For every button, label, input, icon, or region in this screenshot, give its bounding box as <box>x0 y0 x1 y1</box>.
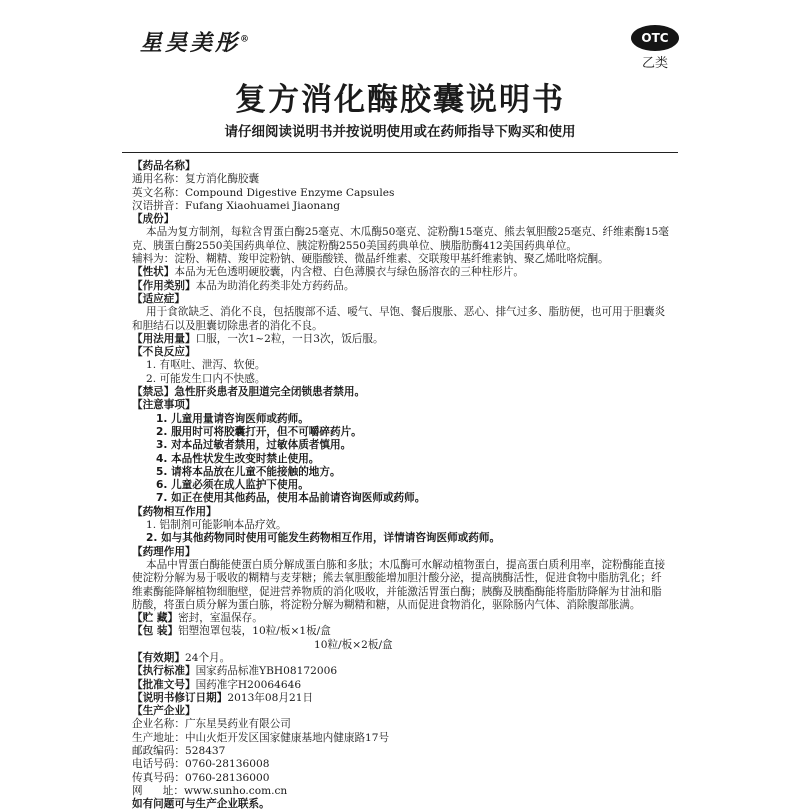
properties-text: 本品为无色透明硬胶囊，内含橙、白色薄膜衣与绿色肠溶衣的三种柱形片。 <box>174 266 524 279</box>
approval-text: 国药准字H20064646 <box>195 678 302 691</box>
precaution-item: 1. 儿童用量请咨询医师或药师。 <box>156 412 309 425</box>
section-heading-interactions: 【药物相互作用】 <box>132 505 217 518</box>
adverse-item: 2. 可能发生口内不快感。 <box>146 372 266 385</box>
interaction-item: 1. 铝制剂可能影响本品疗效。 <box>146 519 287 532</box>
precaution-item: 2. 服用时可将胶囊打开，但不可嚼碎药片。 <box>156 425 362 438</box>
brand-name: 星昊美彤 <box>140 30 241 56</box>
generic-name: 通用名称：复方消化酶胶囊 <box>132 173 260 186</box>
document-title: 复方消化酶胶囊说明书 <box>235 82 565 118</box>
manufacturer-postcode: 邮政编码：528437 <box>132 745 226 758</box>
insert-body <box>132 160 672 812</box>
section-heading-validity: 【有效期】 <box>132 651 185 664</box>
section-heading-indications: 【适应症】 <box>132 292 185 305</box>
otc-class-label: 乙类 <box>642 56 669 71</box>
section-heading-adverse: 【不良反应】 <box>132 346 196 359</box>
storage-text: 密封，室温保存。 <box>178 612 263 625</box>
pinyin-name: 汉语拼音：Fufang Xiaohuamei Jiaonang <box>132 199 341 212</box>
manufacturer-phone: 电话号码：0760-28136008 <box>132 758 270 771</box>
pharmacology-text: 本品中胃蛋白酶能使蛋白质分解成蛋白胨和多肽；木瓜酶可水解动植物蛋白，提高蛋白质利用率，淀粉酶能直接使淀粉分解为易于吸收的糊精与麦芽糖；熊去氧胆酸能增加胆汁酸分泌，提高胰酶活性，促进食物中脂肪乳化；纤维素酶能降解植物细胞壁，促进营养物质的消化吸收，并能激活胃蛋白酶；胰酶及胰酯酶能将脂肪降解为甘油和脂肪酸，将蛋白质分解为蛋白胨，将淀粉分解为糊精和糖，从而促进食物消化，驱除肠内气体、消除腹部胀满。 <box>132 558 666 611</box>
otc-badge: OTC <box>631 25 679 51</box>
trademark-symbol: ® <box>240 34 253 45</box>
section-heading-package: 【包 装】 <box>132 625 179 638</box>
composition-text: 本品为复方制剂，每粒含胃蛋白酶25毫克、木瓜酶50毫克、淀粉酶15毫克、熊去氧胆酸25毫克、纤维素酶15毫克、胰蛋白酶2550美国药典单位、胰淀粉酶2550美国药典单位、胰脂肪酶412美国药典单位。 <box>132 226 669 252</box>
manufacturer-address: 生产地址：中山火炬开发区国家健康基地内健康路17号 <box>132 731 390 744</box>
precaution-item: 4. 本品性状发生改变时禁止使用。 <box>156 452 320 465</box>
manufacturer-fax: 传真号码：0760-28136000 <box>132 771 270 784</box>
interaction-item: 2. 如与其他药物同时使用可能发生药物相互作用，详情请咨询医师或药师。 <box>146 532 501 545</box>
section-heading-pharmacology: 【药理作用】 <box>132 545 196 558</box>
precaution-item: 3. 对本品过敏者禁用，过敏体质者慎用。 <box>156 439 352 452</box>
manufacturer-website: 网 址：www.sunho.com.cn <box>132 784 288 797</box>
english-name: 英文名称：Compound Digestive Enzyme Capsules <box>132 186 395 199</box>
section-heading-drug-name: 【药品名称】 <box>132 160 196 172</box>
revision-text: 2013年08月21日 <box>227 691 314 704</box>
section-heading-composition: 【成份】 <box>132 213 175 226</box>
brand-logo <box>140 26 252 57</box>
section-heading-approval: 【批准文号】 <box>132 678 196 691</box>
section-heading-dosage: 【用法用量】 <box>132 332 196 345</box>
standard-text: 国家药品标准YBH08172006 <box>195 665 338 678</box>
category-text: 本品为助消化药类非处方药药品。 <box>195 279 355 292</box>
precaution-item: 5. 请将本品放在儿童不能接触的地方。 <box>156 465 341 478</box>
package-text-2: 10粒/板×2板/盒 <box>314 638 393 651</box>
manufacturer-name: 企业名称：广东星昊药业有限公司 <box>132 718 291 731</box>
top-divider <box>122 152 678 153</box>
precaution-item: 7. 如正在使用其他药品，使用本品前请咨询医师或药师。 <box>156 492 426 505</box>
section-heading-storage: 【贮 藏】 <box>132 612 179 625</box>
indications-text: 用于食欲缺乏、消化不良，包括腹部不适、嗳气、早饱、餐后腹胀、恶心、排气过多、脂肪便，也可用于胆囊炎和胆结石以及胆囊切除患者的消化不良。 <box>132 306 666 332</box>
section-heading-precautions: 【注意事项】 <box>132 399 196 412</box>
section-heading-manufacturer: 【生产企业】 <box>132 705 196 718</box>
dosage-text: 口服，一次1~2粒，一日3次，饭后服。 <box>195 332 384 345</box>
excipients-text: 辅料为：淀粉、糊精、羧甲淀粉钠、硬脂酸镁、微晶纤维素、交联羧甲基纤维素钠、聚乙烯吡咯烷酮。 <box>132 253 609 266</box>
section-heading-contraindications: 【禁忌】 <box>132 386 175 399</box>
footer-contact: 如有问题可与生产企业联系。 <box>132 798 270 811</box>
section-heading-properties: 【性状】 <box>132 266 175 279</box>
document-subtitle: 请仔细阅读说明书并按说明使用或在药师指导下购买和使用 <box>224 124 576 140</box>
validity-text: 24个月。 <box>184 651 231 664</box>
precaution-item: 6. 儿童必须在成人监护下使用。 <box>156 479 309 492</box>
section-heading-revision: 【说明书修订日期】 <box>132 691 228 704</box>
section-heading-standard: 【执行标准】 <box>132 665 196 678</box>
package-text-1: 铝塑泡罩包装，10粒/板×1板/盒 <box>178 625 331 638</box>
section-heading-category: 【作用类别】 <box>132 279 196 292</box>
contraindications-text: 急性肝炎患者及胆道完全闭锁患者禁用。 <box>174 386 366 399</box>
adverse-item: 1. 有呕吐、泄泻、软便。 <box>146 359 266 372</box>
